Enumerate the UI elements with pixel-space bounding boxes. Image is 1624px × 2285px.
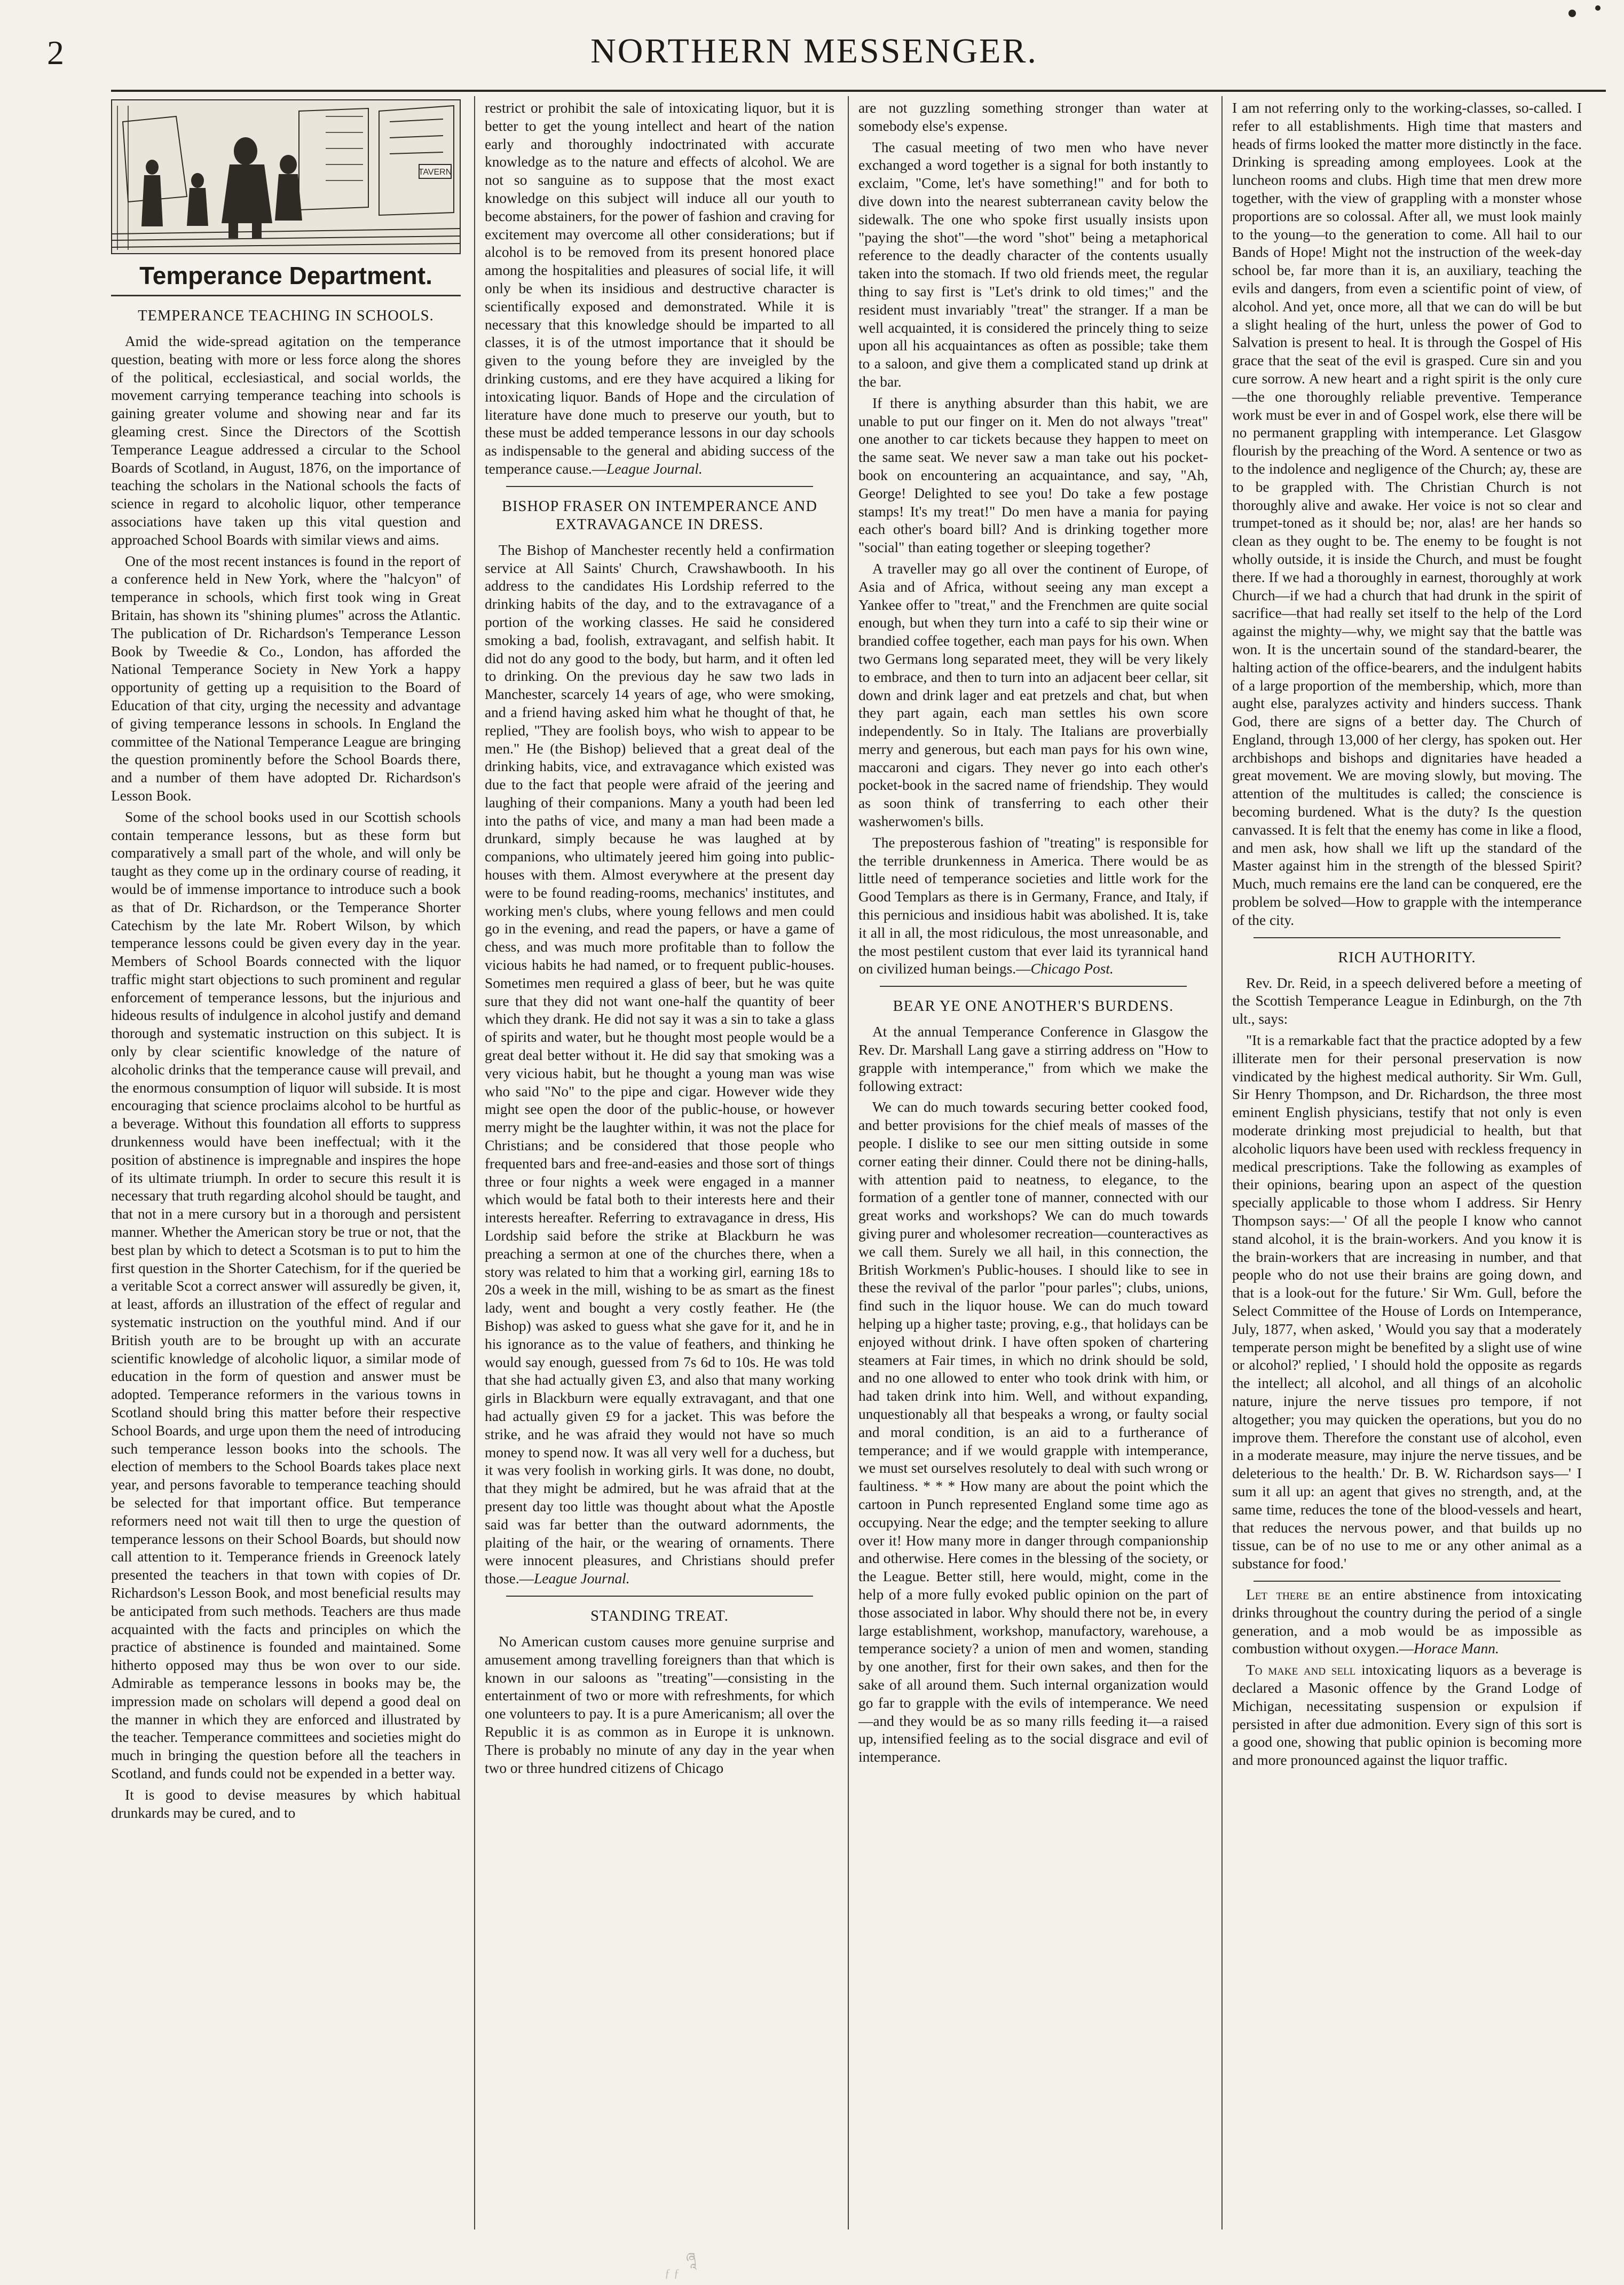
page-number: 2 <box>47 34 64 72</box>
article-source: League Journal. <box>534 1571 630 1587</box>
engraving-image <box>112 100 461 254</box>
article-continuation: I am not referring only to the working-classes, so-called. I refer to all establishments. High time that masters and heads of firms looked the matter more distinctly in the face. Drinking is spreading among employees. Look at the luncheon rooms and clubs. High time that men drew more together, with the view of grappling with a monster whose proportions are so colossal. After all, we must look mainly to the young—to the generation to come. All hail to our Bands of Hope! Might not the instruction of the week-day school be, far more than it is, an auxiliary, teaching the evils and dangers, from even a scientific point of view, of alcohol. And yet, once more, all that we can do will be but a slight healing of the hurt, unless the power of God to Salvation is present to heal. It is through the Gospel of His grace that the seat of the evil is grasped. Cure sin and you cure sorrow. A new heart and a right spirit is the only cure—the one thoroughly reliable preventive. Temperance work must be ever in and of Gospel work, else there will be no permanent grappling with intemperance. Let Glasgow flourish by the preaching of the Word. A sentence or two as to the indolence and negligence of the Church; ay, these are to be grappled with. The Christian Church is not thoroughly alive and awake. Her voice is not so clear and trumpet-toned as it should be; nor, alas! are her hands so clean as they ought to be. The enemy to be fought is not wholly outside, it is inside the Church, and must be fought there. If we had a thoroughly in earnest, thoroughly at work Church—if we had a church that had drunk in the spirit of sacrifice—that had really set itself to the help of the Lord against the mighty—why, we might say that the battle was won. It is the uncertain sound of the standard-bearer, the halting action of the office-bearers, and the indulgent habits of a large proportion of the membership, which, more than aught else, paralyzes activity and hinders success. Thank God, there are signs of a better day. The Church of England, through 13,000 of her clergy, has spoken out. Her archbishops and bishops and dignitaries have headed a great movement. We are moving slowly, but moving. The attention of the multitudes is called; the conscience is becoming burdened. What is the duty? Is the question canvassed. It is felt that the enemy has come in like a flood, and men ask, how shall we lift up the standard of the Master against him in the strength of the blessed Spirit? Much, much remains ere the land can be conquered, ere the problem be solved—How to grapple with the intemperance of the city. <box>1232 100 1582 928</box>
article-paragraph: It is good to devise measures by which habitual drunkards may be cured, and to <box>111 1786 461 1821</box>
article-title-rich-authority: RICH AUTHORITY. <box>1338 949 1476 966</box>
article-paragraph: Some of the school books used in our Scottish schools contain temperance lessons, but as these form but comparatively a small part of the whole, and will only be taught as they come up in the ordinary course of reading, it would be of immense importance to introduce such a book as that of Dr. Richardson, or the Temperance Shorter Catechism by the late Mr. Robert Wilson, by which temperance lessons could be given every day in the year. Members of School Boards connected with the liquor traffic might start objections to such prominent and regular enforcement of temperance lessons, but the injurious and hideous results of indulgence in alcohol justify and demand thorough and systematic instruction on this subject. It is only by clear scientific knowledge of the nature of alcoholic drinks that the temperance cause will prevail, and the enormous consumption of liquor will subside. It is most encouraging that science proclaims alcohol to be hurtful as a beverage. Without this foundation all efforts to suppress drunkenness would have been ineffectual; with it the position of abstinence is impregnable and inspires the hope of its ultimate triumph. In order to secure this result it is necessary that truth regarding alcohol should be taught, and that not in a mere cursory but in a thorough and persistent manner. Whether the American story be true or not, that the best plan by which to detect a Scotsman is to put to him the first question in the Shorter Catechism, for if the queried be a veritable Scot a correct answer will assuredly be given, it, at least, affords an illustration of the effect of regular and systematic instruction on the youthful mind. And if our British youth are to be brought up with an accurate scientific knowledge of alcoholic liquor, a similar mode of education in the form of question and answer must be adopted. Temperance reformers in the various towns in Scotland should bring this matter before their respective School Boards, and urge upon them the need of introducing such temperance lesson books into the schools. The election of members to the School Boards takes place next year, and persons favorable to temperance teaching should be selected for that important office. But temperance reformers need not wait till then to urge the question of temperance lessons on their School Boards, but should now call attention to it. Temperance friends in Greenock lately presented the teachers in that town with copies of Dr. Richardson's Lesson Book, and most beneficial results may be anticipated from such methods. Teachers are thus made acquainted with the facts and principles on which the practice of abstinence is founded and maintained. Some hitherto opposed may thus be won over to our side. Admirable as temperance lessons in books may be, the impression made on scholars will depend a good deal on the manner in which they are enforced and illustrated by the teacher. Temperance committees and societies might do much in bringing the question before all the teachers in Scotland, and funds could not be expended in a better way. <box>111 808 461 1781</box>
page-smudge: ƒƒ <box>665 2266 683 2280</box>
article-paragraph: Rev. Dr. Reid, in a speech delivered before a meeting of the Scottish Temperance League in Edinburgh, on the 7th ult., says: <box>1232 975 1582 1027</box>
section-rule <box>111 295 461 296</box>
column-4 <box>1232 99 1582 1773</box>
column-2 <box>485 99 834 1780</box>
article-rule <box>1254 937 1560 938</box>
temperance-illustration <box>111 99 461 254</box>
article-paragraph: No American custom causes more genuine surprise and amusement among travelling foreigners than that which is known in our saloons as "treating"—consisting in the entertainment of two or more with refreshments, for which one volunteers to pay. It is a pure Americanism; all over the Republic it is as common as in Europe it is unknown. There is probably no minute of any day in the year when two or three hundred citizens of Chicago <box>485 1633 834 1776</box>
article-paragraph: The Bishop of Manchester recently held a confirmation service at All Saints' Church, Crawshawbooth. In his address to the candidates His Lordship referred to the drinking habits of the day, and to the extravagance of a portion of the working classes. He said he considered smoking a bad, foolish, extravagant, and selfish habit. It did not do any good to the body, but harm, and it often led to drinking. On the previous day he saw two lads in Manchester, scarcely 14 years of age, who were smoking, and a friend having asked him what he thought of that, he replied, "They are foolish boys, who wish to appear to be men." He (the Bishop) believed that a great deal of the drinking habits, vice, and extravagance which existed was due to the fact that people were afraid of the jeering and laughing of their companions. Many a youth had been led into the paths of vice, and many a man had been made a drunkard, simply because he was laughed at by companions, who ultimately jeered him going into public-houses with them. Almost everywhere at the present day were to be found reading-rooms, mechanics' institutes, and working men's clubs, where young fellows and men could go in the evening, and read the papers, or have a game of chess, and was much more profitable than to follow the vicious habits he had named, or to frequent public-houses. Sometimes men required a glass of beer, but he was quite sure that they did not want one-half the quantity of beer which they drank. He did not say it was a sin to take a glass of spirits and water, but he thought most people would be a great deal better without it. He did say that smoking was a very vicious habit, but he thought a young man was wise who said "No" to the pipe and cigar. However wide they might see open the door of the public-house, or however merry might be the laughter within, it was not the place for Christians; and be considered that those people who frequented bars and free-and-easies and those sort of things three or four nights a week were engaged in a manner which would be fatal both to their interests here and their interests hereafter. Referring to extravagance in dress, His Lordship said before the strike at Blackburn he was preaching a sermon at one of the churches there, when a story was related to him that a working girl, earning 18s to 20s a week in the mill, wishing to be as smart as the finest lady, went and bought a very costly feather. He (the Bishop) was asked to guess what she gave for it, and he in his ignorance as to the value of feathers, and thinking he would say enough, guessed from 7s 6d to 10s. He was told that she had actually given £3, and also that many working girls in Blackburn were equally extravagant, and that one had actually given £9 for a jacket. This was before the strike, and he was afraid they would not have so much money to spend now. It was all very well for a duchess, but it was very foolish in working girls. It was done, no doubt, that they might be admired, but he was afraid that at the present day too little was thought about what the Apostle said was far better than the outward adornments, the plaiting of the hair, or the wearing of ornaments. There were innocent pleasures, and Christians should prefer those.—League Journal. <box>485 541 834 1587</box>
article-title-standing-treat: STANDING TREAT. <box>590 1607 729 1624</box>
column-1 <box>111 99 461 1825</box>
column-3 <box>858 99 1208 1770</box>
column-divider <box>474 96 475 2229</box>
article-paragraph: A traveller may go all over the continent of Europe, of Asia and of Africa, without seeing any man except a Yankee offer to "treat," and the Frenchmen are quite social enough, but when they turn into a café to sip their wine or brandied coffee together, each man pays for his own. When two Germans long separated meet, they will be very likely to embrace, and then to turn into an adjacent beer cellar, sit down and drink lager and eat pretzels and chat, but when they part again, each man settles his own score independently. So in Italy. The Italians are proverbially merry and generous, but each man pays for his own wine, maccaroni and cigars. They never go into each other's pocket-book in the sacred name of friendship. They would as soon think of transferring to each other their washerwomen's bills. <box>858 560 1208 830</box>
article-source: Horace Mann. <box>1414 1640 1499 1657</box>
article-paragraph: Amid the wide-spread agitation on the temperance question, beating with more or less force along the shores of the political, ecclesiastical, and social worlds, the movement carrying temperance teaching into schools is gaining greater volume and showing near and far its gleaming crest. Since the Directors of the Scottish Temperance League addressed a circular to the School Boards of Scotland, in August, 1876, on the importance of teaching the scholars in the National schools the facts of science in regard to alcoholic liquor, other temperance associations have taken up this vital question and approached School Boards with similar views and aims. <box>111 333 461 548</box>
article-title-bishop-fraser: BISHOP FRASER ON INTEMPERANCE AND EXTRAVAGANCE IN DRESS. <box>502 498 817 533</box>
article-paragraph: If there is anything absurder than this habit, we are unable to put our finger on it. Men do not always "treat" one another to car tickets because they happen to meet on the same seat. We never saw a man take out his pocket-book on encountering an acquaintance, and say, "Ah, George! Delighted to see you! Do take a few postage stamps! It's my treat!" Do men have a mania for paying each other's board bill? And is drinking together more "social" than eating together or sleeping together? <box>858 395 1208 556</box>
article-paragraph: The casual meeting of two men who have never exchanged a word together is a signal for both instantly to exclaim, "Come, let's have something!" and for both to dive down into the nearest subterranean cavity below the sidewalk. The one who spoke first usually insists upon "paying the shot"—the word "shot" being a metaphorical reference to the deadly character of the contents usually taken into the stomach. If two old friends meet, the regular thing to say first is "Let's drink to old times;" and the resident must invariably "treat" the stranger. If a man be well acquainted, it is considered the princely thing to seize upon all his acquaintances as often as possible; take them to a saloon, and give them a complicated stand up drink at the bar. <box>858 139 1208 390</box>
article-rule <box>506 1596 813 1597</box>
article-title-temperance-teaching: TEMPERANCE TEACHING IN SCHOOLS. <box>138 308 434 324</box>
article-paragraph: One of the most recent instances is found in the report of a conference held in New York, where the "halcyon" of temperance in schools, which first took wing in Great Britain, has shown its "shining plumes" across the Atlantic. The publication of Dr. Richardson's Temperance Lesson Book by Tweedie & Co., London, has afforded the National Temperance Society in New York a happy opportunity of getting up a requisition to the Board of Education of that city, urging the necessity and advantage of giving temperance lessons in schools. In England the committee of the National Temperance League are bringing the question prominently before the School Boards there, and a number of them have adopted Dr. Richardson's Lesson Book. <box>111 553 461 804</box>
note-abstinence: Let there be an entire abstinence from intoxicating drinks throughout the country during the period of a single generation, and a mob would be as impossible as combustion without oxygen.—Horace Mann. <box>1232 1586 1582 1657</box>
ink-speck <box>1595 5 1601 11</box>
department-title: Temperance Department. <box>139 262 432 289</box>
article-continuation: are not guzzling something stronger than water at somebody else's expense. <box>858 100 1208 134</box>
ink-speck <box>1568 10 1576 17</box>
article-title-bear-burdens: BEAR YE ONE ANOTHER'S BURDENS. <box>893 998 1174 1015</box>
masthead: NORTHERN MESSENGER. <box>590 32 1038 70</box>
svg-text:TAVERN: TAVERN <box>418 168 452 177</box>
article-rule <box>880 986 1187 987</box>
header-rule <box>111 90 1606 92</box>
article-rule <box>1254 1581 1560 1582</box>
page-header <box>16 31 1612 74</box>
page-smudge: ཞཱ <box>686 2250 698 2266</box>
note-masonic: To make and sell intoxicating liquors as a beverage is declared a Masonic offence by the Grand Lodge of Michigan, necessitating suspension or expulsion if persisted in after due admonition. Every sign of this sort is a good one, showing that public opinion is becoming more and more pronounced against the liquor traffic. <box>1232 1662 1582 1769</box>
article-paragraph: "It is a remarkable fact that the practice adopted by a few illiterate men for their personal preservation is now vindicated by the highest medical authority. Sir Wm. Gull, Sir Henry Thompson, and Dr. Richardson, the three most eminent English physicians, testify that not only is even moderate drinking most prejudicial to health, but that alcoholic liquors have been used with reckless frequency in medical prescriptions. Take the following as examples of their opinions, bearing upon an aspect of the question specially applicable to those whom I address. Sir Henry Thompson says:—' Of all the people I know who cannot stand alcohol, it is the brain-workers. And you know it is the brain-workers that are increasing in number, and that people who do not use their brains are going down, and that is a look-out for the future.' Sir Wm. Gull, before the Select Committee of the House of Lords on Intemperance, July, 1877, when asked, ' Would you say that a moderately temperate person might be benefited by a slight use of wine or alcohol?' replied, ' I should hold the opposite as regards the intellect; all alcohol, and all things of an alcoholic nature, injure the nerve tissues pro tempore, if not altogether; you may quicken the operations, but you do no improve them. Therefore the constant use of alcohol, even in a moderate measure, may injure the nerve tissues, and be deleterious to the health.' Dr. B. W. Richardson says—' I sum it all up: an agent that gives no strength, and, at the same time, reduces the tone of the blood-vessels and heart, that reduces the nervous power, and that builds up no tissue, can be of no use to me or any other animal as a substance for food.' <box>1232 1032 1582 1572</box>
article-intro: At the annual Temperance Conference in Glasgow the Rev. Dr. Marshall Lang gave a stirring address on "How to grapple with intemperance," from which we make the following extract: <box>858 1024 1208 1094</box>
article-paragraph: The preposterous fashion of "treating" is responsible for the terrible drunkenness in America. There would be as little need of temperance societies and little work for the Good Templars as there is in Germany, France, and Italy, if this pernicious and insidious habit was abolished. It is, take it all in all, the most ridiculous, the most unreasonable, and the most pestilent custom that ever laid its tyrannical hand on civilized human beings.—Chicago Post. <box>858 834 1208 977</box>
article-rule <box>506 486 813 487</box>
article-source: Chicago Post. <box>1030 961 1114 977</box>
article-source: League Journal. <box>606 460 703 477</box>
column-divider <box>848 96 849 2229</box>
article-paragraph: We can do much towards securing better cooked food, and better provisions for the chief meals of masses of the people. I dislike to see our men sitting outside in some corner eating their dinner. Could there not be dining-halls, with attention paid to neatness, to elegance, to the formation of a gentler tone of manner, connected with our great works and workshops? We can do much towards giving purer and wholesomer recreation—counteractives as we call them. Surely we all hail, in this connection, the British Workmen's Public-houses. I should like to see in these the revival of the parlor "pour parles"; clubs, unions, find such in the liquor house. We can do much toward helping up a higher taste; proving, e.g., that holidays can be enjoyed without drink. I have often spoken of chartering steamers at Fair times, in which no drink should be sold, and no one allowed to enter who took drink with him, or had taken drink into him. Well, and without expanding, unquestionably all that bespeaks a wrong, or faulty social and moral condition, is an aid to a furtherance of temperance; and if we would grapple with intemperance, we must set ourselves resolutely to deal with such wrong or faultiness. * * * How many are about the point which the cartoon in Punch represented England some time ago as occupying. Near the edge; and the tempter seeking to allure over it! How many more in danger through companionship and otherwise. Here comes in the blessing of the society, or the League. Better still, here would, might, come in the help of a more fully evoked public opinion on the part of those associated in labor. Why should there not be, in every large establishment, workshop, manufactory, warehouse, a temperance society? a union of men and women, standing by one another, first for their own sakes, and then for the sake of all around them. Such internal organization would go far to grapple with the evils of intemperance. We need—and they would be as so many rills feeding it—a raised up, intensified feeling as to the social disgrace and evil of intemperance. <box>858 1099 1208 1765</box>
article-continuation: restrict or prohibit the sale of intoxicating liquor, but it is better to get the young intellect and heart of the nation early and thoroughly indoctrinated with accurate knowledge as to the nature and effects of alcohol. We are not so sanguine as to suppose that the most exact knowledge on this subject will induce all our youth to become abstainers, for the power of fashion and craving for excitement may overcome all other considerations; but if alcohol is to be removed from its present honored place among the hospitalities and pleasures of social life, it will only be when its insidious and destructive character is scientifically exposed and demonstrated. While it is necessary that this knowledge should be imparted to all classes, it is of the utmost importance that it should be given to the young before they are inveigled by the drinking customs, and ere they have acquired a liking for intoxicating liquor. Bands of Hope and the circulation of literature have done much to preserve our youth, but to these must be added temperance lessons in our day schools as indispensable to the general and abiding success of the temperance cause.—League Journal. <box>485 100 834 477</box>
column-divider <box>1221 96 1223 2229</box>
